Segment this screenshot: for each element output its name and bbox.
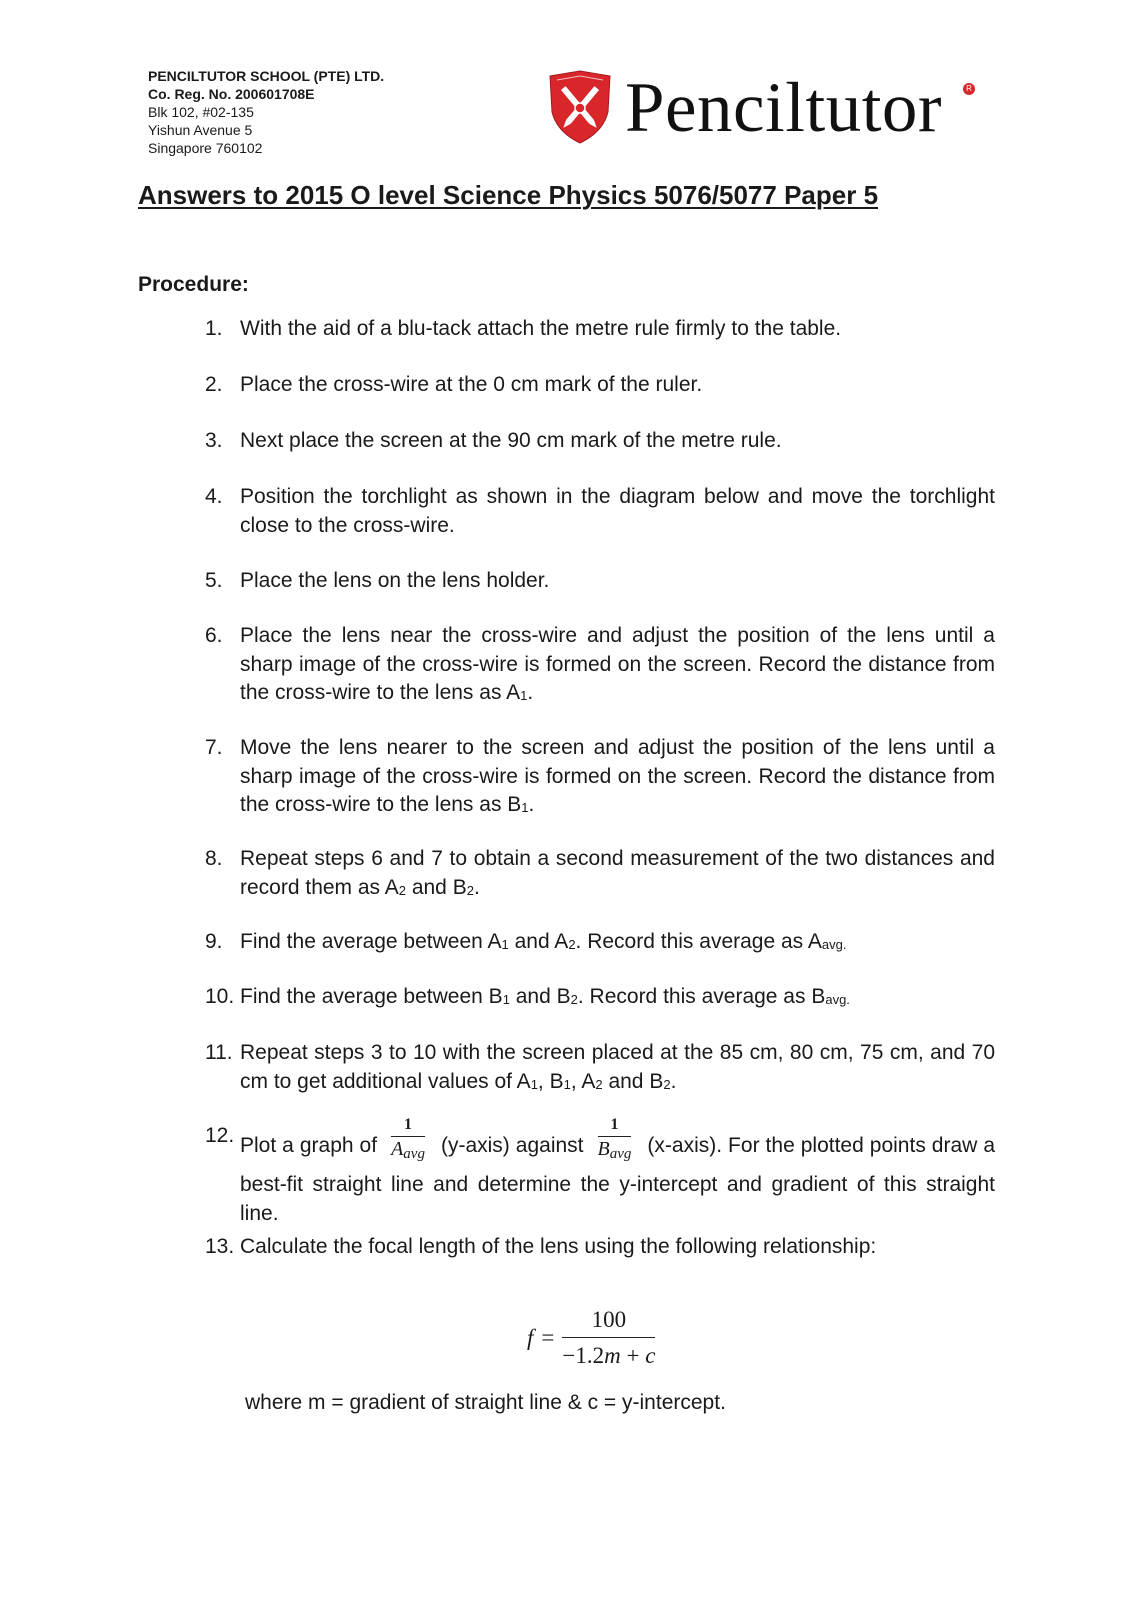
procedure-step-6 <box>205 622 995 711</box>
fraction-one-over-b-avg: $\frac{1}{B_{avg}}$ <box>597 1116 632 1162</box>
step-text: Plot a graph of $\frac{1}{A_{avg}}$ (y-axis) against $\frac{1}{B_{avg}}$ (x-axis). For the plotted points draw a best-fit straight line and determine the y-intercept and gradient of this straight line. <box>240 1116 995 1225</box>
address-line-1: Blk 102, #02-135 <box>148 104 254 120</box>
step-number: 13. <box>205 1235 235 1258</box>
step-number: 10. <box>205 985 235 1008</box>
brand-name: Penciltutor <box>625 69 943 147</box>
procedure-step-4 <box>205 483 995 540</box>
step-number: 6. <box>205 624 223 647</box>
step-number: 9. <box>205 930 223 953</box>
step-number: 5. <box>205 569 223 592</box>
formula-explanation: where m = gradient of straight line & c = y-intercept. <box>245 1391 726 1414</box>
step-text: Find the average between $B_1$ and $B_2$. Record this average as $B_{avg.}$ <box>240 985 850 1008</box>
procedure-heading: Procedure: <box>138 273 249 296</box>
company-reg-no: Co. Reg. No. 200601708E <box>148 86 315 102</box>
address-line-3: Singapore 760102 <box>148 140 263 156</box>
procedure-step-7 <box>205 734 995 823</box>
procedure-step-8 <box>205 845 995 905</box>
step-text: Place the cross-wire at the 0 cm mark of the ruler. <box>240 373 703 396</box>
address-line-2: Yishun Avenue 5 <box>148 122 253 138</box>
step-text: Move the lens nearer to the screen and adjust the position of the lens until a sharp image of the cross-wire is formed on the screen. Record the distance from the cross-wire to the lens as $B_1$. <box>240 736 995 816</box>
step-text: Place the lens near the cross-wire and adjust the position of the lens until a sharp image of the cross-wire is formed on the screen. Record the distance from the cross-wire to the lens as $A_1$. <box>240 624 995 704</box>
procedure-step-1 <box>205 315 995 344</box>
step-text: Next place the screen at the 90 cm mark of the metre rule. <box>240 429 782 452</box>
procedure-step-2 <box>205 371 995 400</box>
formula-fraction <box>562 1306 655 1370</box>
step-text: With the aid of a blu-tack attach the metre rule firmly to the table. <box>240 317 842 340</box>
procedure-step-5 <box>205 567 995 596</box>
penciltutor-shield-logo <box>545 70 615 144</box>
registered-mark: R <box>963 83 975 95</box>
procedure-step-3 <box>205 427 995 456</box>
step-number: 11. <box>205 1041 233 1064</box>
company-address <box>148 67 384 157</box>
step-text: Position the torchlight as shown in the diagram below and move the torchlight close to the cross-wire. <box>240 485 995 537</box>
step-number: 1. <box>205 317 223 340</box>
step-number: 4. <box>205 485 223 508</box>
step-number: 2. <box>205 373 223 396</box>
step-text: Repeat steps 3 to 10 with the screen placed at the 85 cm, 80 cm, 75 cm, and 70 cm to get additional values of $A_1$, $B_1$, $A_2$ and $B_2$. <box>240 1041 995 1093</box>
step-number: 3. <box>205 429 223 452</box>
company-name: PENCILTUTOR SCHOOL (PTE) LTD. <box>148 68 385 84</box>
step-number: 7. <box>205 736 223 759</box>
focal-length-formula: f = $\frac{100}{-1.2m + c}$ <box>527 1307 656 1368</box>
step-number: 12. <box>205 1124 235 1147</box>
procedure-step-11 <box>205 1039 995 1099</box>
fraction-one-over-a-avg: $\frac{1}{A_{avg}}$ <box>391 1116 425 1162</box>
formula-numerator: 100 <box>591 1307 627 1332</box>
step-text: Repeat steps 6 and 7 to obtain a second measurement of the two distances and record them as $A_2$ and $B_2$. <box>240 847 995 899</box>
step-text: Find the average between $A_1$ and $A_2$. Record this average as $A_{avg.}$ <box>240 930 847 953</box>
procedure-step-13 <box>205 1233 995 1262</box>
document-title: Answers to 2015 O level Science Physics 5076/5077 Paper 5 <box>138 180 879 210</box>
procedure-step-12 <box>205 1116 995 1228</box>
procedure-step-9 <box>205 928 995 960</box>
formula-denominator: −1.2m + c <box>562 1343 656 1368</box>
procedure-step-10 <box>205 983 995 1015</box>
step-text: Place the lens on the lens holder. <box>240 569 550 592</box>
step-text: Calculate the focal length of the lens using the following relationship: <box>240 1235 877 1258</box>
step-number: 8. <box>205 847 223 870</box>
